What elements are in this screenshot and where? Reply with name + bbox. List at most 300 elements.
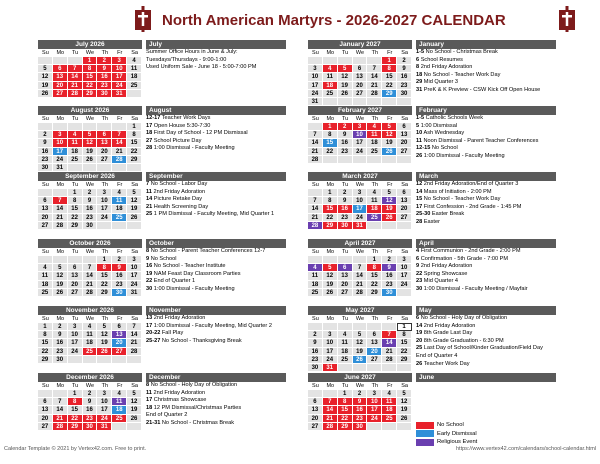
weekday-label: Fr bbox=[112, 315, 127, 323]
day-cell: 4 bbox=[367, 189, 382, 197]
note-text: 12 PM Dismissal/Christmas Parties bbox=[153, 404, 242, 411]
note-date: 1-5 bbox=[416, 49, 425, 55]
day-cell: 4 bbox=[382, 390, 397, 398]
weekday-label: Mo bbox=[53, 315, 68, 323]
day-cell: 28 bbox=[308, 156, 323, 164]
month-days-grid bbox=[38, 315, 142, 364]
note-date: 13 bbox=[146, 315, 153, 321]
note-date: 20 bbox=[416, 337, 423, 344]
day-cell: 7 bbox=[53, 197, 68, 205]
month-calendar bbox=[308, 40, 412, 106]
day-cell: 2 bbox=[353, 390, 368, 398]
day-cell: 4 bbox=[112, 189, 127, 197]
note-date: 25-30 bbox=[416, 211, 431, 218]
note-line bbox=[416, 211, 556, 219]
month-days-grid bbox=[308, 49, 412, 106]
day-cell: 10 bbox=[53, 139, 68, 147]
day-cell: 16 bbox=[83, 406, 98, 414]
day-cell: 25 bbox=[112, 214, 127, 222]
day-cell: 10 bbox=[112, 65, 127, 73]
day-cell: 11 bbox=[323, 73, 338, 81]
day-cell: 23 bbox=[308, 356, 323, 364]
weekday-label: Th bbox=[367, 248, 382, 256]
day-cell: 8 bbox=[323, 197, 338, 205]
day-cell: 28 bbox=[112, 156, 127, 164]
day-cell bbox=[353, 98, 368, 106]
note-date: 14 bbox=[416, 188, 423, 195]
day-cell: 9 bbox=[308, 339, 323, 347]
day-cell bbox=[382, 156, 397, 164]
day-cell: 14 bbox=[308, 205, 323, 213]
day-cell: 3 bbox=[97, 189, 112, 197]
day-cell bbox=[367, 156, 382, 164]
day-cell bbox=[382, 364, 397, 372]
weekday-label: Sa bbox=[397, 49, 412, 57]
note-line bbox=[416, 138, 556, 146]
day-cell: 22 bbox=[68, 214, 83, 222]
day-cell: 18 bbox=[112, 205, 127, 213]
note-text: 2nd Friday Adoration bbox=[420, 64, 473, 71]
day-cell: 25 bbox=[68, 156, 83, 164]
day-cell bbox=[112, 123, 127, 131]
day-cell: 18 bbox=[83, 339, 98, 347]
day-cell: 12 bbox=[353, 339, 368, 347]
legend-label: Religious Event bbox=[437, 439, 478, 446]
day-cell bbox=[338, 256, 353, 264]
note-line bbox=[416, 330, 556, 338]
day-cell: 6 bbox=[353, 65, 368, 73]
day-cell bbox=[38, 256, 53, 264]
day-cell: 30 bbox=[353, 423, 368, 431]
day-cell: 14 bbox=[308, 139, 323, 147]
day-cell: 19 bbox=[382, 139, 397, 147]
day-cell: 9 bbox=[53, 331, 68, 339]
day-cell: 15 bbox=[382, 73, 397, 81]
note-date: 20-22 bbox=[146, 330, 161, 337]
note-line bbox=[416, 64, 556, 72]
day-cell: 3 bbox=[367, 390, 382, 398]
day-cell bbox=[382, 423, 397, 431]
day-cell bbox=[112, 423, 127, 431]
note-line bbox=[146, 189, 286, 197]
weekday-label: Tu bbox=[338, 49, 353, 57]
day-cell: 14 bbox=[53, 406, 68, 414]
day-cell: 16 bbox=[353, 406, 368, 414]
day-cell: 31 bbox=[53, 164, 68, 172]
day-cell: 26 bbox=[353, 356, 368, 364]
weekday-label: Mo bbox=[53, 248, 68, 256]
day-cell: 18 bbox=[367, 205, 382, 213]
day-cell bbox=[308, 390, 323, 398]
month-title: July 2026 bbox=[38, 40, 142, 49]
note-text: No School - Holy Day of Obligation bbox=[150, 382, 238, 388]
day-cell: 30 bbox=[38, 164, 53, 172]
day-cell: 11 bbox=[308, 272, 323, 280]
day-cell: 24 bbox=[127, 281, 142, 289]
note-text: End of Quarter 1 bbox=[153, 278, 196, 285]
day-cell: 24 bbox=[53, 156, 68, 164]
month-notes bbox=[146, 373, 286, 428]
day-cell: 11 bbox=[382, 398, 397, 406]
month-calendar bbox=[38, 106, 142, 172]
note-line bbox=[146, 204, 286, 212]
day-cell: 14 bbox=[53, 205, 68, 213]
day-cell: 10 bbox=[323, 339, 338, 347]
day-cell: 10 bbox=[397, 264, 412, 272]
note-line bbox=[416, 361, 556, 369]
month-notes bbox=[146, 40, 286, 72]
day-cell bbox=[367, 364, 382, 372]
day-cell: 22 bbox=[127, 148, 142, 156]
day-cell bbox=[338, 156, 353, 164]
day-cell: 18 bbox=[323, 82, 338, 90]
day-cell: 22 bbox=[83, 82, 98, 90]
note-text: 1:00 Dismissal - Faculty Meeting bbox=[153, 285, 235, 292]
month-title: June 2027 bbox=[308, 373, 412, 382]
note-line bbox=[146, 57, 286, 65]
note-line bbox=[416, 204, 556, 212]
day-cell: 20 bbox=[353, 82, 368, 90]
day-cell: 28 bbox=[367, 90, 382, 98]
day-cell: 24 bbox=[308, 90, 323, 98]
note-text: End of Quarter 4 bbox=[416, 352, 458, 359]
day-cell bbox=[38, 123, 53, 131]
day-cell: 12 bbox=[338, 73, 353, 81]
month-days-grid bbox=[38, 382, 142, 431]
month-days-grid bbox=[38, 115, 142, 172]
note-line bbox=[146, 405, 286, 413]
note-line bbox=[416, 153, 556, 161]
month-calendar bbox=[308, 306, 412, 372]
note-line bbox=[146, 211, 286, 219]
note-line bbox=[146, 181, 286, 189]
day-cell: 1 bbox=[367, 256, 382, 264]
day-cell bbox=[397, 98, 412, 106]
day-cell: 18 bbox=[127, 73, 142, 81]
weekday-label: Sa bbox=[127, 382, 142, 390]
day-cell: 2 bbox=[38, 131, 53, 139]
day-cell: 23 bbox=[382, 281, 397, 289]
day-cell bbox=[308, 57, 323, 65]
weekday-label: Fr bbox=[382, 49, 397, 57]
day-cell: 28 bbox=[68, 90, 83, 98]
day-cell: 23 bbox=[338, 214, 353, 222]
day-cell: 29 bbox=[338, 423, 353, 431]
weekday-label: We bbox=[83, 181, 98, 189]
day-cell: 2 bbox=[338, 123, 353, 131]
month-notes bbox=[416, 373, 556, 382]
day-cell: 13 bbox=[397, 131, 412, 139]
day-cell: 19 bbox=[53, 281, 68, 289]
note-text: 8th Grade Last Day bbox=[423, 330, 473, 337]
note-text: No School - Teacher Work Day bbox=[423, 71, 501, 78]
day-cell: 22 bbox=[38, 348, 53, 356]
day-cell: 2 bbox=[308, 331, 323, 339]
day-cell bbox=[308, 256, 323, 264]
weekday-label: Tu bbox=[338, 181, 353, 189]
note-line bbox=[416, 345, 556, 353]
day-cell: 1 bbox=[38, 323, 53, 331]
note-date: 17 bbox=[146, 397, 153, 404]
footer-url[interactable]: https://www.vertex42.com/calendars/school-calendar.html bbox=[455, 446, 596, 452]
day-cell: 10 bbox=[97, 398, 112, 406]
day-cell: 25 bbox=[38, 289, 53, 297]
day-cell: 10 bbox=[308, 73, 323, 81]
note-text: No School bbox=[150, 255, 177, 262]
note-date: 25-27 bbox=[146, 337, 161, 344]
note-date: 11 bbox=[146, 188, 152, 195]
day-cell: 4 bbox=[367, 123, 382, 131]
day-cell: 14 bbox=[353, 272, 368, 280]
day-cell: 27 bbox=[53, 90, 68, 98]
day-cell: 7 bbox=[367, 65, 382, 73]
month-title: August 2026 bbox=[38, 106, 142, 115]
day-cell: 18 bbox=[382, 406, 397, 414]
day-cell: 19 bbox=[127, 205, 142, 213]
note-text: Mass of Initiation - 2:00 PM bbox=[423, 188, 492, 195]
day-cell: 12 bbox=[97, 331, 112, 339]
day-cell: 24 bbox=[323, 356, 338, 364]
weekday-label: Su bbox=[38, 315, 53, 323]
notes-title: August bbox=[146, 106, 286, 115]
note-line bbox=[416, 271, 556, 279]
day-cell: 27 bbox=[38, 423, 53, 431]
day-cell: 7 bbox=[308, 197, 323, 205]
day-cell: 4 bbox=[68, 131, 83, 139]
note-date: 11 bbox=[146, 389, 152, 396]
day-cell: 20 bbox=[97, 148, 112, 156]
day-cell: 30 bbox=[53, 356, 68, 364]
note-date: 15 bbox=[416, 196, 423, 203]
day-cell: 21 bbox=[112, 148, 127, 156]
note-text: Health Screening Day bbox=[153, 203, 209, 210]
day-cell bbox=[338, 57, 353, 65]
note-date: 8 bbox=[146, 248, 150, 254]
day-cell bbox=[97, 164, 112, 172]
weekday-label: Sa bbox=[127, 115, 142, 123]
note-line bbox=[416, 248, 556, 256]
day-cell: 15 bbox=[38, 339, 53, 347]
weekday-label: Su bbox=[308, 382, 323, 390]
day-cell: 8 bbox=[127, 131, 142, 139]
note-text: Teacher Work Days bbox=[161, 115, 211, 121]
day-cell: 2 bbox=[338, 189, 353, 197]
day-cell: 22 bbox=[97, 281, 112, 289]
notes-title: May bbox=[416, 306, 556, 315]
day-cell bbox=[97, 356, 112, 364]
day-cell: 11 bbox=[38, 272, 53, 280]
day-cell: 28 bbox=[83, 289, 98, 297]
weekday-label: Mo bbox=[323, 382, 338, 390]
month-title: September 2026 bbox=[38, 172, 142, 181]
day-cell: 14 bbox=[127, 331, 142, 339]
day-cell: 31 bbox=[353, 222, 368, 230]
note-line bbox=[146, 397, 286, 405]
month-title: October 2026 bbox=[38, 239, 142, 248]
note-date: 18 bbox=[146, 404, 153, 411]
day-cell: 4 bbox=[323, 65, 338, 73]
day-cell: 25 bbox=[127, 82, 142, 90]
day-cell bbox=[382, 222, 397, 230]
note-date: 19 bbox=[416, 330, 423, 337]
day-cell: 18 bbox=[38, 281, 53, 289]
note-line bbox=[146, 315, 286, 323]
note-date: 18 bbox=[146, 130, 153, 137]
day-cell: 19 bbox=[83, 148, 98, 156]
day-cell: 27 bbox=[353, 90, 368, 98]
day-cell: 16 bbox=[397, 73, 412, 81]
note-date: 14 bbox=[416, 322, 423, 329]
day-cell: 25 bbox=[382, 415, 397, 423]
day-cell: 8 bbox=[68, 398, 83, 406]
day-cell: 23 bbox=[353, 415, 368, 423]
day-cell: 22 bbox=[397, 348, 412, 356]
note-text: 1:00 Dismissal - Faculty Meeting / Mayfair bbox=[423, 285, 528, 292]
day-cell bbox=[367, 323, 382, 331]
day-cell: 27 bbox=[97, 156, 112, 164]
day-cell bbox=[353, 57, 368, 65]
day-cell bbox=[397, 156, 412, 164]
note-line bbox=[416, 72, 556, 80]
day-cell: 10 bbox=[68, 331, 83, 339]
day-cell: 21 bbox=[53, 415, 68, 423]
note-text: 1:00 Dismissal bbox=[420, 122, 458, 129]
day-cell: 1 bbox=[83, 57, 98, 65]
notes-title: November bbox=[146, 306, 286, 315]
day-cell: 15 bbox=[397, 339, 412, 347]
day-cell: 27 bbox=[397, 148, 412, 156]
month-title: November 2026 bbox=[38, 306, 142, 315]
note-text: Christmas Showcase bbox=[153, 397, 207, 404]
day-cell: 19 bbox=[127, 406, 142, 414]
month-title: May 2027 bbox=[308, 306, 412, 315]
month-notes bbox=[146, 239, 286, 294]
weekday-label: Fr bbox=[382, 315, 397, 323]
day-cell: 4 bbox=[83, 323, 98, 331]
day-cell bbox=[323, 98, 338, 106]
month-notes bbox=[416, 239, 556, 294]
note-date: 5 bbox=[416, 122, 420, 129]
legend-item bbox=[416, 421, 477, 430]
day-cell: 6 bbox=[397, 123, 412, 131]
notes-title: March bbox=[416, 172, 556, 181]
day-cell: 21 bbox=[353, 281, 368, 289]
note-date: 16 bbox=[146, 263, 153, 270]
day-cell: 19 bbox=[353, 348, 368, 356]
note-line bbox=[416, 49, 556, 57]
note-date: 6 bbox=[416, 255, 420, 262]
day-cell: 15 bbox=[323, 139, 338, 147]
day-cell: 29 bbox=[68, 423, 83, 431]
note-line bbox=[416, 57, 556, 65]
day-cell: 21 bbox=[68, 82, 83, 90]
day-cell bbox=[353, 256, 368, 264]
day-cell bbox=[127, 222, 142, 230]
weekday-label: Tu bbox=[338, 115, 353, 123]
day-cell: 28 bbox=[53, 222, 68, 230]
day-cell: 16 bbox=[308, 348, 323, 356]
day-cell: 5 bbox=[382, 189, 397, 197]
day-cell: 26 bbox=[127, 214, 142, 222]
note-text: First Day of School - 12 PM Dismissal bbox=[153, 130, 248, 137]
day-cell: 6 bbox=[338, 264, 353, 272]
month-days-grid bbox=[308, 248, 412, 297]
month-notes bbox=[416, 306, 556, 368]
day-cell: 9 bbox=[97, 65, 112, 73]
day-cell: 24 bbox=[97, 415, 112, 423]
note-date: 28 bbox=[416, 218, 423, 225]
note-date: 18 bbox=[416, 71, 423, 78]
note-line bbox=[416, 353, 556, 361]
day-cell: 3 bbox=[127, 256, 142, 264]
day-cell: 9 bbox=[338, 197, 353, 205]
weekday-label: Su bbox=[38, 248, 53, 256]
note-text: Last Day of School/Kinder Graduation/Field Day bbox=[423, 345, 543, 352]
weekday-label: Sa bbox=[397, 115, 412, 123]
day-cell: 22 bbox=[367, 281, 382, 289]
day-cell: 4 bbox=[38, 264, 53, 272]
day-cell: 6 bbox=[97, 131, 112, 139]
note-date: 11 bbox=[416, 137, 422, 144]
day-cell: 17 bbox=[112, 73, 127, 81]
day-cell: 9 bbox=[38, 139, 53, 147]
day-cell: 11 bbox=[83, 331, 98, 339]
note-date: 17 bbox=[146, 122, 153, 129]
weekday-label: Tu bbox=[338, 248, 353, 256]
day-cell bbox=[323, 156, 338, 164]
month-calendar bbox=[38, 40, 142, 98]
day-cell: 4 bbox=[308, 264, 323, 272]
day-cell: 8 bbox=[68, 197, 83, 205]
day-cell: 27 bbox=[112, 348, 127, 356]
day-cell bbox=[68, 256, 83, 264]
day-cell bbox=[353, 323, 368, 331]
day-cell: 25 bbox=[83, 348, 98, 356]
day-cell: 17 bbox=[353, 205, 368, 213]
day-cell: 5 bbox=[97, 323, 112, 331]
day-cell: 29 bbox=[97, 289, 112, 297]
day-cell: 17 bbox=[308, 82, 323, 90]
day-cell: 24 bbox=[112, 82, 127, 90]
day-cell: 15 bbox=[323, 205, 338, 213]
day-cell: 20 bbox=[38, 415, 53, 423]
day-cell: 5 bbox=[397, 390, 412, 398]
note-line bbox=[146, 390, 286, 398]
day-cell: 7 bbox=[308, 131, 323, 139]
day-cell bbox=[38, 390, 53, 398]
day-cell: 14 bbox=[323, 406, 338, 414]
month-calendar bbox=[308, 172, 412, 230]
note-line bbox=[416, 219, 556, 227]
day-cell: 12 bbox=[53, 272, 68, 280]
notes-title: December bbox=[146, 373, 286, 382]
note-line bbox=[416, 323, 556, 331]
note-date: 19 bbox=[146, 270, 153, 277]
weekday-label: Th bbox=[97, 315, 112, 323]
day-cell: 1 bbox=[127, 123, 142, 131]
note-text: Summer Office Hours in June & July: bbox=[146, 49, 238, 55]
weekday-label: Th bbox=[367, 315, 382, 323]
month-title: April 2027 bbox=[308, 239, 412, 248]
day-cell: 12 bbox=[382, 197, 397, 205]
day-cell bbox=[323, 256, 338, 264]
weekday-label: Mo bbox=[323, 181, 338, 189]
day-cell: 16 bbox=[338, 205, 353, 213]
weekday-label: Su bbox=[38, 382, 53, 390]
note-date: 17 bbox=[416, 203, 423, 210]
day-cell: 23 bbox=[338, 148, 353, 156]
day-cell: 1 bbox=[382, 57, 397, 65]
